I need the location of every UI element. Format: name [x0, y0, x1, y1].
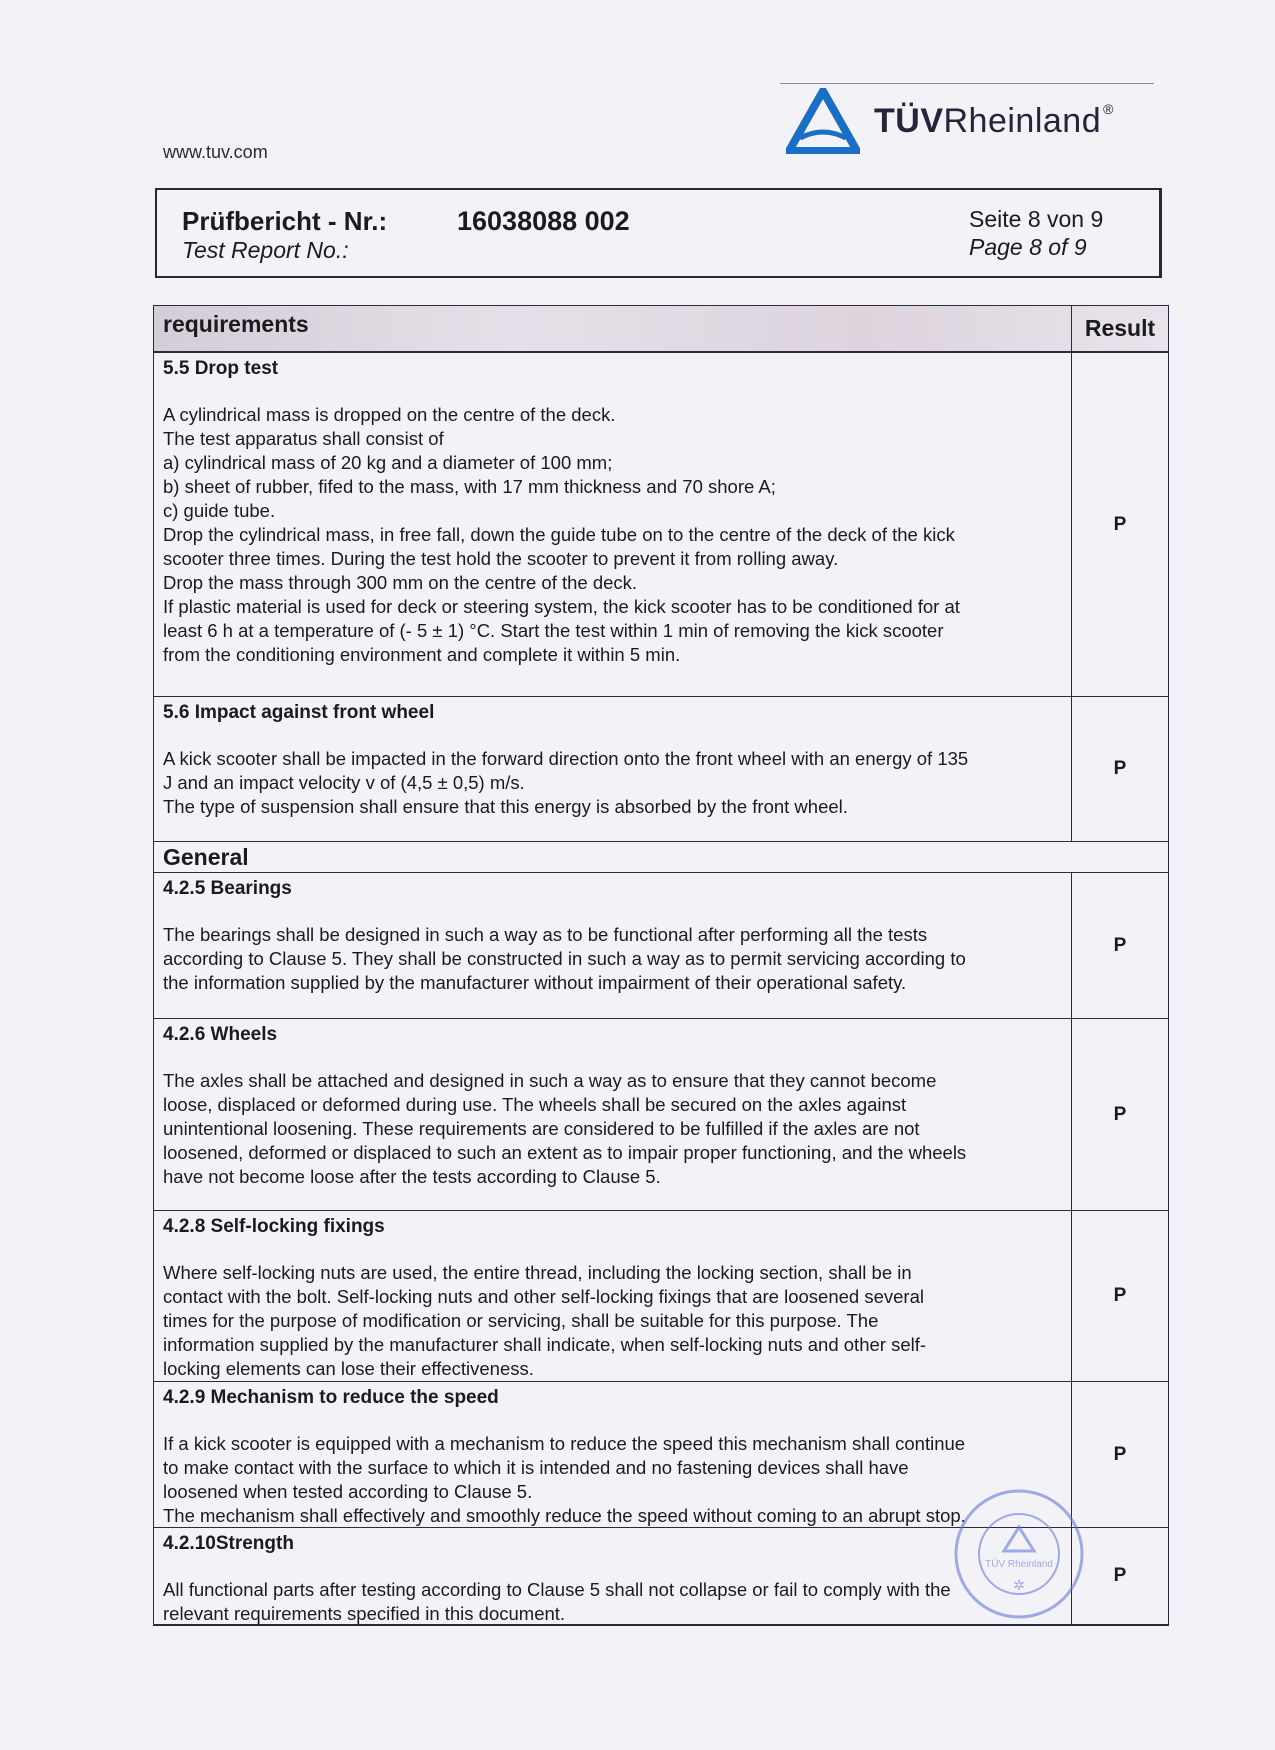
- text-line: b) sheet of rubber, fifed to the mass, with 17 mm thickness and 70 shore A;: [163, 476, 776, 497]
- header-rule: [780, 83, 1154, 84]
- text-line: The type of suspension shall ensure that this energy is absorbed by the front wheel.: [163, 796, 848, 817]
- text-line: A kick scooter shall be impacted in the forward direction onto the front wheel with an energy of 135: [163, 748, 969, 769]
- result-cell: P: [1113, 1285, 1127, 1306]
- text-line: locking elements can lose their effectiveness.: [163, 1358, 534, 1379]
- text-line: c) guide tube.: [163, 500, 276, 521]
- col-result: Result: [1084, 315, 1156, 341]
- requirements-table: [153, 305, 1169, 1626]
- text-line: loosened when tested according to Clause 5.: [163, 1481, 533, 1502]
- text-line: If plastic material is used for deck or steering system, the kick scooter has to be conditioned for at: [163, 596, 960, 617]
- table-row: [154, 697, 1168, 842]
- col-requirements: requirements: [154, 306, 1072, 351]
- text-line: scooter three times. During the test hold the scooter to prevent it from rolling away.: [163, 548, 839, 569]
- row-title: 5.5 Drop test: [163, 358, 279, 379]
- text-line: All functional parts after testing according to Clause 5 shall not collapse or fail to comply with the: [163, 1579, 951, 1600]
- text-line: times for the purpose of modification or servicing, shall be suitable for this purpose. The: [163, 1310, 879, 1331]
- text-line: The mechanism shall effectively and smoothly reduce the speed without coming to an abrupt stop.: [163, 1505, 966, 1526]
- report-header-box: [155, 188, 1162, 278]
- text-line: from the conditioning environment and complete it within 5 min.: [163, 644, 681, 665]
- text-line: Where self-locking nuts are used, the entire thread, including the locking section, shall be in: [163, 1262, 912, 1283]
- section-general: General: [154, 842, 1168, 873]
- row-content: [154, 1528, 1072, 1624]
- text-line: The axles shall be attached and designed in such a way as to ensure that they cannot become: [163, 1070, 937, 1091]
- table-row: [154, 1211, 1168, 1382]
- text-line: a) cylindrical mass of 20 kg and a diameter of 100 mm;: [163, 452, 613, 473]
- text-line: Drop the cylindrical mass, in free fall, down the guide tube on to the centre of the deck of the kick: [163, 524, 955, 545]
- text-line: The test apparatus shall consist of: [163, 428, 444, 449]
- table-row: [154, 1019, 1168, 1211]
- report-label-en: Test Report No.:: [182, 237, 349, 263]
- text-line: Drop the mass through 300 mm on the centre of the deck.: [163, 572, 638, 593]
- table-row: [154, 873, 1168, 1019]
- row-title: 4.2.6 Wheels: [163, 1024, 278, 1045]
- text-line: unintentional loosening. These requirements are considered to be fulfilled if the axles are not: [163, 1118, 920, 1139]
- text-line: If a kick scooter is equipped with a mechanism to reduce the speed this mechanism shall continue: [163, 1433, 966, 1454]
- row-text: [163, 747, 1063, 819]
- svg-text:✲: ✲: [1013, 1578, 1025, 1594]
- row-text: [163, 923, 1063, 995]
- page-number-de: Seite 8 von 9: [969, 206, 1104, 232]
- page-number-en: Page 8 of 9: [969, 234, 1087, 260]
- row-text: [163, 1261, 1063, 1381]
- result-cell: P: [1113, 758, 1127, 779]
- result-cell: P: [1113, 1565, 1127, 1586]
- report-label-de: Prüfbericht - Nr.:: [182, 206, 388, 236]
- text-line: according to Clause 5. They shall be constructed in such a way as to permit servicing according to: [163, 948, 966, 969]
- text-line: information supplied by the manufacturer shall indicate, when self-locking nuts and other self-: [163, 1334, 927, 1355]
- tuv-seal-stamp: [952, 1487, 1087, 1622]
- table-row: [154, 353, 1168, 697]
- result-cell: P: [1113, 934, 1127, 956]
- stamp-text: TÜV Rheinland: [985, 1559, 1053, 1570]
- website-url: www.tuv.com: [163, 142, 268, 162]
- report-number: 16038088 002: [457, 206, 630, 236]
- result-cell: P: [1113, 1103, 1127, 1125]
- logo-wordmark: TÜVRheinland ®: [874, 101, 1114, 140]
- row-text: [163, 403, 1063, 667]
- text-line: contact with the bolt. Self-locking nuts and other self-locking fixings that are loosened several: [163, 1286, 924, 1307]
- row-title: 5.6 Impact against front wheel: [163, 702, 435, 723]
- row-title: 4.2.10Strength: [163, 1533, 294, 1554]
- text-line: loosened, deformed or displaced to such an extent as to impair proper functioning, and the wheels: [163, 1142, 967, 1163]
- text-line: The bearings shall be designed in such a way as to be functional after performing all the tests: [163, 924, 928, 945]
- result-cell: P: [1113, 513, 1127, 535]
- row-text: [163, 1069, 1063, 1189]
- tuv-logo: [786, 88, 1114, 154]
- text-line: loose, displaced or deformed during use. The wheels shall be secured on the axles against: [163, 1094, 907, 1115]
- text-line: to make contact with the surface to which it is intended and no fastening devices shall have: [163, 1457, 909, 1478]
- row-content: [154, 873, 1072, 1018]
- row-title: 4.2.5 Bearings: [163, 878, 292, 899]
- text-line: have not become loose after the tests according to Clause 5.: [163, 1166, 661, 1187]
- row-text: [163, 1578, 1063, 1626]
- row-text: [163, 1432, 1063, 1528]
- result-cell: P: [1113, 1443, 1127, 1465]
- row-content: [154, 697, 1072, 841]
- text-line: relevant requirements specified in this document.: [163, 1603, 566, 1624]
- row-content: [154, 1382, 1072, 1527]
- text-line: A cylindrical mass is dropped on the centre of the deck.: [163, 404, 616, 425]
- table-header: [154, 306, 1168, 353]
- row-content: [154, 353, 1072, 696]
- row-content: [154, 1019, 1072, 1210]
- tuv-triangle-icon: [786, 88, 860, 154]
- text-line: the information supplied by the manufacturer without impairment of their operational safety.: [163, 972, 907, 993]
- row-title: 4.2.8 Self-locking fixings: [163, 1216, 385, 1237]
- row-title: 4.2.9 Mechanism to reduce the speed: [163, 1387, 499, 1408]
- text-line: least 6 h at a temperature of (- 5 ± 1) °C. Start the test within 1 min of removing the kick scooter: [163, 620, 944, 641]
- row-content: [154, 1211, 1072, 1381]
- text-line: J and an impact velocity v of (4,5 ± 0,5) m/s.: [163, 772, 525, 793]
